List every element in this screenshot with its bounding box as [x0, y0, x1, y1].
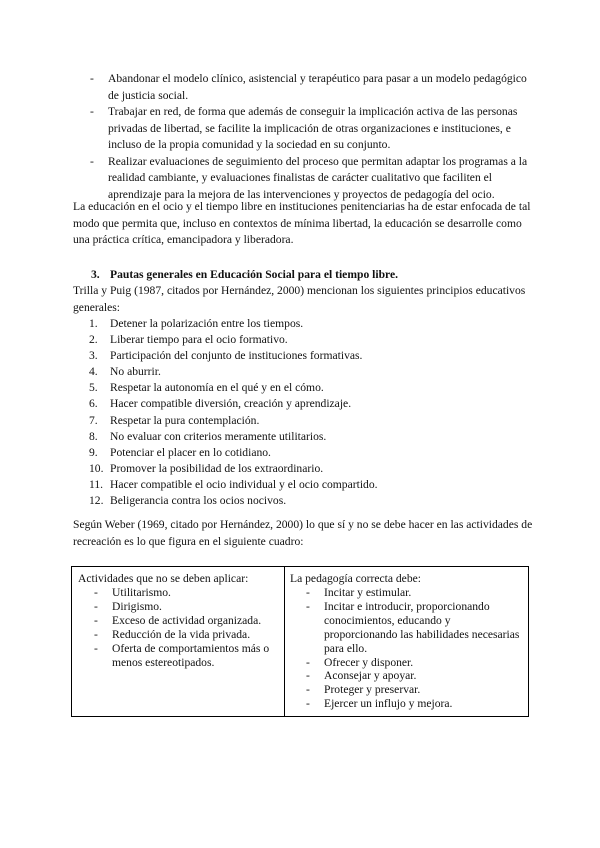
item-text: Aconsejar y apoyar. [324, 669, 417, 683]
item-text: Incitar e introducir, proporcionando conocimientos, educando y proporcionando las habilidades necesarias para ello. [324, 599, 520, 655]
table-item [94, 600, 280, 614]
item-text: No evaluar con criterios meramente utilitarios. [110, 429, 327, 443]
list-item [90, 71, 530, 104]
table-item [306, 683, 524, 697]
table-item [306, 697, 524, 711]
item-number: 4. [89, 365, 98, 379]
paragraph-leisure-education: La educación en el ocio y el tiempo libre en instituciones penitenciarias ha de estar enfocada de tal modo que permita que, incluso en contextos de mínima libertad, la educación se desarrolle como una práctica crítica, emancipadora y liberadora. [73, 200, 531, 246]
list-item [89, 461, 509, 477]
bullet-dash: - [306, 683, 310, 697]
item-text: No aburrir. [110, 365, 161, 379]
bullet-dash: - [94, 599, 98, 613]
comparison-table [71, 566, 529, 717]
list-item [89, 364, 509, 380]
table-item [306, 656, 524, 670]
item-text: Ejercer un influjo y mejora. [324, 697, 453, 711]
item-number: 9. [89, 445, 98, 459]
list-item [89, 380, 509, 396]
column-header: La pedagogía correcta debe: [290, 572, 421, 585]
item-text: Participación del conjunto de instituciones formativas. [110, 349, 363, 363]
intro-bullet-list [90, 71, 530, 203]
list-item [89, 332, 509, 348]
bullet-dash: - [306, 599, 310, 613]
paragraph-weber-intro: Según Weber (1969, citado por Hernández, 2000) lo que sí y no se debe hacer en las actividades de recreación es lo que figura en el siguiente cuadro: [73, 518, 533, 548]
item-text: Respetar la pura contemplación. [110, 413, 260, 427]
item-number: 12. [89, 494, 104, 508]
bullet-dash: - [90, 154, 94, 168]
item-text: Ofrecer y disponer. [324, 655, 414, 669]
item-text: Beligerancia contra los ocios nocivos. [110, 494, 287, 508]
principles-list [89, 316, 509, 509]
list-item [89, 316, 509, 332]
list-item [90, 154, 530, 204]
table-item [94, 614, 280, 628]
bullet-dash: - [90, 72, 94, 85]
section-title: Pautas generales en Educación Social para el tiempo libre. [110, 268, 399, 281]
table-column-do [285, 567, 528, 716]
item-number: 11. [89, 477, 104, 491]
list-item [89, 413, 509, 429]
bullet-text: Abandonar el modelo clínico, asistencial y terapéutico para pasar a un modelo pedagógico de justicia social. [108, 72, 527, 102]
item-text: Dirigismo. [112, 599, 162, 613]
list-item [89, 493, 509, 509]
item-number: 5. [89, 381, 98, 395]
list-item [89, 396, 509, 412]
bullet-dash: - [90, 105, 94, 118]
bullet-dash: - [94, 613, 98, 627]
table-item [94, 586, 280, 600]
bullet-dash: - [306, 586, 310, 599]
item-number: 2. [89, 333, 98, 347]
table-item [94, 642, 280, 670]
bullet-dash: - [306, 669, 310, 683]
item-number: 7. [89, 413, 98, 427]
bullet-text: Realizar evaluaciones de seguimiento del proceso que permitan adaptar los programas a la realidad cambiante, y evaluaciones finalistas de carácter cualitativo que faciliten el aprendizaje para la mejora de las intervenciones y proyectos de pedagogía del ocio. [108, 154, 528, 201]
list-item [89, 477, 509, 493]
item-text: Potenciar el placer en lo cotidiano. [110, 445, 271, 459]
item-text: Promover la posibilidad de los extraordinario. [110, 461, 324, 475]
table-column-dont [72, 567, 285, 716]
item-text: Proteger y preservar. [324, 683, 421, 697]
item-number: 8. [89, 429, 98, 443]
item-text: Hacer compatible el ocio individual y el ocio compartido. [110, 477, 378, 491]
item-text: Oferta de comportamientos más o menos estereotipados. [112, 641, 270, 669]
list-item [89, 429, 509, 445]
bullet-text: Trabajar en red, de forma que además de conseguir la implicación activa de las personas privadas de libertad, se facilite la implicación de otras organizaciones e instituciones, e incluso de la propia comunidad y la sociedad en su conjunto. [108, 105, 518, 151]
item-text: Exceso de actividad organizada. [112, 613, 262, 627]
list-item [90, 104, 530, 154]
item-text: Liberar tiempo para el ocio formativo. [110, 333, 288, 347]
table-item [306, 669, 524, 683]
item-text: Reducción de la vida privada. [112, 627, 251, 641]
item-number: 3. [89, 349, 98, 363]
bullet-dash: - [94, 627, 98, 641]
item-number: 1. [89, 317, 98, 330]
section-heading [91, 267, 398, 283]
item-text: Incitar y estimular. [324, 586, 412, 599]
table-item [306, 586, 524, 600]
item-text: Respetar la autonomía en el qué y en el cómo. [110, 381, 324, 395]
table-item [94, 628, 280, 642]
item-text: Hacer compatible diversión, creación y aprendizaje. [110, 397, 352, 411]
bullet-dash: - [94, 641, 98, 655]
item-text: Utilitarismo. [112, 586, 171, 599]
column-header: Actividades que no se deben aplicar: [78, 572, 249, 585]
bullet-dash: - [306, 697, 310, 711]
item-number: 6. [89, 397, 98, 411]
bullet-dash: - [94, 586, 98, 599]
paragraph-principles-intro: Trilla y Puig (1987, citados por Hernández, 2000) mencionan los siguientes principios educativos generales: [73, 284, 526, 314]
list-item [89, 445, 509, 461]
list-item [89, 348, 509, 364]
item-text: Detener la polarización entre los tiempos. [110, 317, 304, 330]
bullet-dash: - [306, 655, 310, 669]
table-item [306, 600, 524, 656]
section-number: 3. [91, 268, 100, 281]
item-number: 10. [89, 461, 104, 475]
